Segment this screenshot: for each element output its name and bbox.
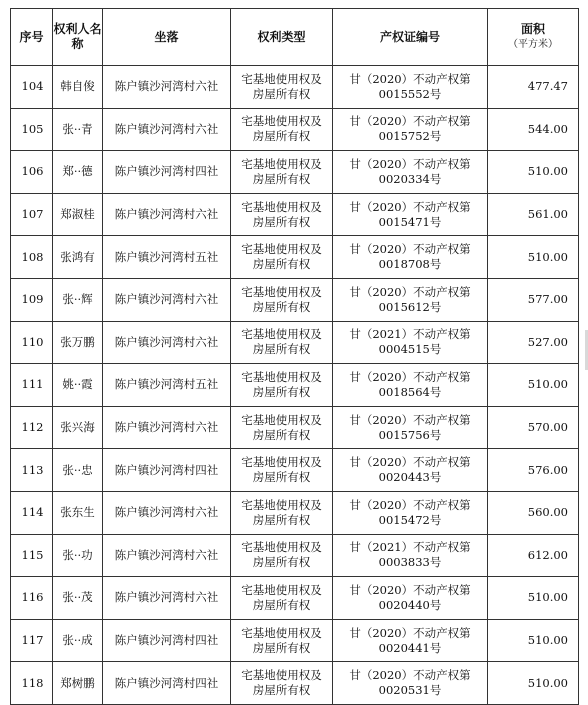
cell-area: 561.00 <box>488 193 579 236</box>
right-type-line-2: 房屋所有权 <box>252 257 311 272</box>
table-row <box>11 406 579 449</box>
certificate-line-2: 0015472号 <box>378 512 442 527</box>
right-type-line-2: 房屋所有权 <box>252 129 311 144</box>
certificate-line-2: 0015612号 <box>378 299 442 314</box>
cell-location: 陈户镇沙河湾村六社 <box>103 108 231 151</box>
header-location: 坐落 <box>103 9 231 66</box>
cell-certificate-number <box>333 406 488 449</box>
cell-certificate-number <box>333 534 488 577</box>
cell-right-type <box>231 534 333 577</box>
certificate-line-2: 0018564号 <box>378 384 442 399</box>
cell-certificate-number <box>333 151 488 194</box>
cell-location: 陈户镇沙河湾村六社 <box>103 491 231 534</box>
header-owner-name: 权利人名称 <box>53 9 103 66</box>
cell-owner-name: 张··功 <box>53 534 103 577</box>
cell-owner-name: 韩自俊 <box>53 66 103 109</box>
cell-area: 576.00 <box>488 449 579 492</box>
right-type-line-1: 宅基地使用权及 <box>241 199 322 214</box>
cell-certificate-number <box>333 321 488 364</box>
right-type-line-2: 房屋所有权 <box>252 342 311 357</box>
right-type-line-2: 房屋所有权 <box>252 171 311 186</box>
cell-right-type <box>231 619 333 662</box>
cell-location: 陈户镇沙河湾村四社 <box>103 662 231 705</box>
table-row <box>11 491 579 534</box>
certificate-line-1: 甘（2020）不动产权第 <box>349 284 471 299</box>
cell-location: 陈户镇沙河湾村六社 <box>103 278 231 321</box>
cell-owner-name: 郑淑桂 <box>53 193 103 236</box>
cell-serial-number: 113 <box>11 449 53 492</box>
right-type-line-1: 宅基地使用权及 <box>241 582 322 597</box>
cell-right-type <box>231 151 333 194</box>
cell-serial-number: 104 <box>11 66 53 109</box>
certificate-line-1: 甘（2020）不动产权第 <box>349 582 471 597</box>
right-type-line-1: 宅基地使用权及 <box>241 412 322 427</box>
cell-area: 577.00 <box>488 278 579 321</box>
cell-serial-number: 109 <box>11 278 53 321</box>
right-type-line-2: 房屋所有权 <box>252 299 311 314</box>
certificate-line-1: 甘（2020）不动产权第 <box>349 114 471 129</box>
right-type-line-2: 房屋所有权 <box>252 512 311 527</box>
cell-certificate-number <box>333 236 488 279</box>
cell-right-type <box>231 108 333 151</box>
cell-area: 510.00 <box>488 619 579 662</box>
right-type-line-1: 宅基地使用权及 <box>241 540 322 555</box>
table-row <box>11 236 579 279</box>
cell-serial-number: 115 <box>11 534 53 577</box>
cell-owner-name: 张万鹏 <box>53 321 103 364</box>
cell-serial-number: 108 <box>11 236 53 279</box>
cell-owner-name: 郑··德 <box>53 151 103 194</box>
certificate-line-2: 0003833号 <box>378 555 442 570</box>
right-type-line-2: 房屋所有权 <box>252 683 311 698</box>
cell-owner-name: 张··成 <box>53 619 103 662</box>
property-table-container <box>10 8 578 705</box>
cell-right-type <box>231 193 333 236</box>
cell-serial-number: 118 <box>11 662 53 705</box>
certificate-line-2: 0018708号 <box>378 257 442 272</box>
certificate-line-1: 甘（2021）不动产权第 <box>349 327 471 342</box>
cell-serial-number: 117 <box>11 619 53 662</box>
right-type-line-1: 宅基地使用权及 <box>241 668 322 683</box>
right-type-line-1: 宅基地使用权及 <box>241 156 322 171</box>
cell-owner-name: 张兴海 <box>53 406 103 449</box>
cell-location: 陈户镇沙河湾村四社 <box>103 449 231 492</box>
cell-right-type <box>231 449 333 492</box>
header-row <box>11 9 579 66</box>
cell-certificate-number <box>333 491 488 534</box>
table-row <box>11 577 579 620</box>
header-certificate-number: 产权证编号 <box>333 9 488 66</box>
header-right-type: 权利类型 <box>231 9 333 66</box>
cell-area: 560.00 <box>488 491 579 534</box>
certificate-line-2: 0020441号 <box>378 640 442 655</box>
table-row <box>11 321 579 364</box>
certificate-line-1: 甘（2021）不动产权第 <box>349 540 471 555</box>
table-row <box>11 662 579 705</box>
cell-owner-name: 张··忠 <box>53 449 103 492</box>
cell-certificate-number <box>333 449 488 492</box>
table-row <box>11 151 579 194</box>
right-type-line-2: 房屋所有权 <box>252 214 311 229</box>
cell-area: 510.00 <box>488 151 579 194</box>
cell-owner-name: 张··辉 <box>53 278 103 321</box>
cell-serial-number: 111 <box>11 364 53 407</box>
certificate-line-2: 0020334号 <box>378 171 442 186</box>
cell-serial-number: 110 <box>11 321 53 364</box>
certificate-line-1: 甘（2020）不动产权第 <box>349 242 471 257</box>
right-type-line-1: 宅基地使用权及 <box>241 284 322 299</box>
cell-serial-number: 105 <box>11 108 53 151</box>
cell-certificate-number <box>333 278 488 321</box>
cell-area: 477.47 <box>488 66 579 109</box>
cell-location: 陈户镇沙河湾村六社 <box>103 406 231 449</box>
cell-certificate-number <box>333 193 488 236</box>
cell-area: 612.00 <box>488 534 579 577</box>
cell-right-type <box>231 491 333 534</box>
cell-location: 陈户镇沙河湾村五社 <box>103 236 231 279</box>
cell-area: 510.00 <box>488 662 579 705</box>
certificate-line-2: 0015552号 <box>378 86 442 101</box>
certificate-line-1: 甘（2020）不动产权第 <box>349 668 471 683</box>
right-type-line-2: 房屋所有权 <box>252 640 311 655</box>
right-type-line-1: 宅基地使用权及 <box>241 71 322 86</box>
table-row <box>11 449 579 492</box>
certificate-line-2: 0020440号 <box>378 597 442 612</box>
cell-serial-number: 114 <box>11 491 53 534</box>
table-row <box>11 193 579 236</box>
certificate-line-1: 甘（2020）不动产权第 <box>349 497 471 512</box>
table-row <box>11 364 579 407</box>
cell-location: 陈户镇沙河湾村四社 <box>103 151 231 194</box>
cell-right-type <box>231 278 333 321</box>
cell-right-type <box>231 321 333 364</box>
right-type-line-2: 房屋所有权 <box>252 597 311 612</box>
table-row <box>11 619 579 662</box>
cell-serial-number: 116 <box>11 577 53 620</box>
right-type-line-2: 房屋所有权 <box>252 555 311 570</box>
table-row <box>11 534 579 577</box>
table-row <box>11 108 579 151</box>
cell-certificate-number <box>333 364 488 407</box>
cell-location: 陈户镇沙河湾村五社 <box>103 364 231 407</box>
certificate-line-1: 甘（2020）不动产权第 <box>349 625 471 640</box>
header-serial-number: 序号 <box>11 9 53 66</box>
cell-right-type <box>231 577 333 620</box>
cell-serial-number: 107 <box>11 193 53 236</box>
certificate-line-2: 0015752号 <box>378 129 442 144</box>
right-type-line-1: 宅基地使用权及 <box>241 327 322 342</box>
property-rights-table <box>10 8 579 705</box>
table-row <box>11 278 579 321</box>
cell-certificate-number <box>333 66 488 109</box>
certificate-line-1: 甘（2020）不动产权第 <box>349 369 471 384</box>
right-type-line-1: 宅基地使用权及 <box>241 114 322 129</box>
cell-certificate-number <box>333 108 488 151</box>
cell-owner-name: 郑树鹏 <box>53 662 103 705</box>
cell-right-type <box>231 236 333 279</box>
right-type-line-1: 宅基地使用权及 <box>241 242 322 257</box>
cell-serial-number: 106 <box>11 151 53 194</box>
cell-owner-name: 张··茂 <box>53 577 103 620</box>
cell-location: 陈户镇沙河湾村六社 <box>103 534 231 577</box>
cell-location: 陈户镇沙河湾村六社 <box>103 193 231 236</box>
cell-area: 527.00 <box>488 321 579 364</box>
cell-owner-name: 张··青 <box>53 108 103 151</box>
certificate-line-1: 甘（2020）不动产权第 <box>349 412 471 427</box>
cell-certificate-number <box>333 662 488 705</box>
certificate-line-2: 0020531号 <box>378 683 442 698</box>
certificate-line-1: 甘（2020）不动产权第 <box>349 71 471 86</box>
cell-area: 544.00 <box>488 108 579 151</box>
right-type-line-1: 宅基地使用权及 <box>241 625 322 640</box>
certificate-line-2: 0020443号 <box>378 470 442 485</box>
cell-area: 570.00 <box>488 406 579 449</box>
right-type-line-2: 房屋所有权 <box>252 427 311 442</box>
header-area-unit: （平方米） <box>508 39 558 50</box>
right-type-line-2: 房屋所有权 <box>252 86 311 101</box>
cell-right-type <box>231 662 333 705</box>
cell-right-type <box>231 364 333 407</box>
right-type-line-2: 房屋所有权 <box>252 470 311 485</box>
cell-location: 陈户镇沙河湾村六社 <box>103 66 231 109</box>
cell-serial-number: 112 <box>11 406 53 449</box>
cell-right-type <box>231 66 333 109</box>
cell-owner-name: 张鸿有 <box>53 236 103 279</box>
certificate-line-2: 0004515号 <box>378 342 442 357</box>
cell-certificate-number <box>333 577 488 620</box>
right-type-line-1: 宅基地使用权及 <box>241 497 322 512</box>
certificate-line-2: 0015756号 <box>378 427 442 442</box>
cell-owner-name: 张东生 <box>53 491 103 534</box>
cell-area: 510.00 <box>488 364 579 407</box>
table-header <box>11 9 579 66</box>
right-type-line-1: 宅基地使用权及 <box>241 369 322 384</box>
cell-owner-name: 姚··霞 <box>53 364 103 407</box>
right-type-line-1: 宅基地使用权及 <box>241 455 322 470</box>
right-type-line-2: 房屋所有权 <box>252 384 311 399</box>
certificate-line-1: 甘（2020）不动产权第 <box>349 455 471 470</box>
header-area: 面积 （平方米） <box>488 9 579 66</box>
cell-area: 510.00 <box>488 236 579 279</box>
table-body <box>11 66 579 705</box>
certificate-line-1: 甘（2020）不动产权第 <box>349 199 471 214</box>
cell-location: 陈户镇沙河湾村六社 <box>103 321 231 364</box>
table-row <box>11 66 579 109</box>
cell-location: 陈户镇沙河湾村四社 <box>103 619 231 662</box>
cell-location: 陈户镇沙河湾村六社 <box>103 577 231 620</box>
certificate-line-1: 甘（2020）不动产权第 <box>349 156 471 171</box>
cell-certificate-number <box>333 619 488 662</box>
cell-right-type <box>231 406 333 449</box>
certificate-line-2: 0015471号 <box>378 214 442 229</box>
cell-area: 510.00 <box>488 577 579 620</box>
